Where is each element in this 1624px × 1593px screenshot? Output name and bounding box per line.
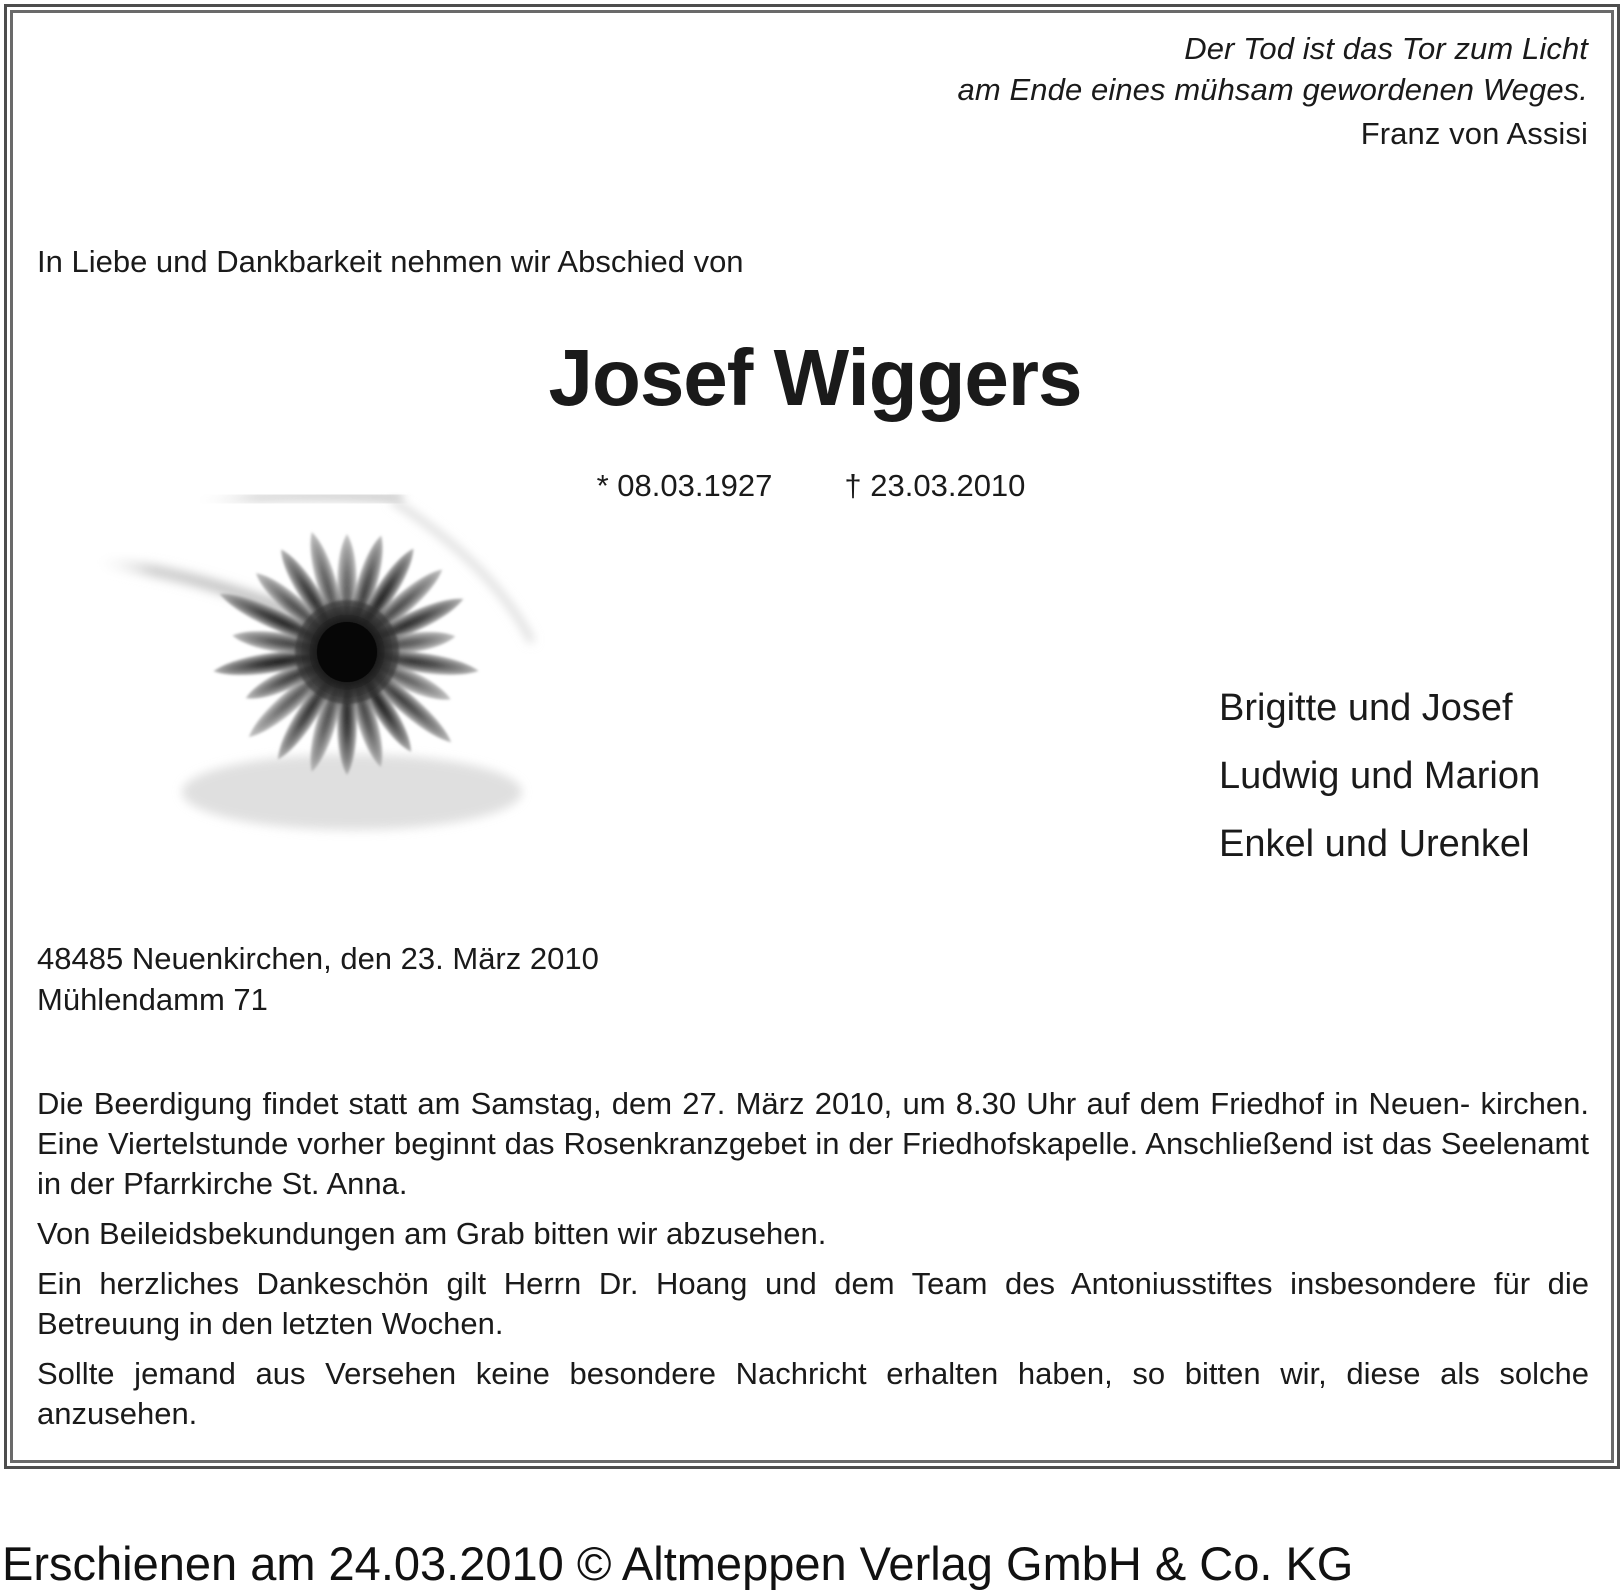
quote-author: Franz von Assisi	[1360, 116, 1588, 151]
funeral-paragraph: Die Beerdigung findet statt am Samstag, dem 27. März 2010, um 8.30 Uhr auf dem Friedhof in Neuen- kirchen. Eine Viertelstunde vorher beginnt das Rosenkranzgebet in der Friedhofskapelle. Anschließend ist das Seelenamt in der Pfarrkirche St. Anna.	[37, 1086, 1589, 1201]
birth-date: * 08.03.1927	[596, 468, 773, 503]
place-date: 48485 Neuenkirchen, den 23. März 2010	[37, 941, 599, 976]
family-list	[1219, 674, 1540, 878]
intro-text: In Liebe und Dankbarkeit nehmen wir Abschied von	[37, 244, 744, 279]
notice-body	[37, 1084, 1589, 1444]
quote-line-2: am Ende eines mühsam gewordenen Weges.	[957, 72, 1588, 107]
thanks-paragraph: Ein herzliches Dankeschön gilt Herrn Dr. Hoang und dem Team des Antoniusstiftes insbesondere für die Betreuung in den letzten Wochen.	[37, 1266, 1589, 1341]
death-date: † 23.03.2010	[844, 468, 1026, 503]
family-member: Brigitte und Josef	[1219, 687, 1513, 729]
publication-footer: Erschienen am 24.03.2010 © Altmeppen Verlag GmbH & Co. KG	[2, 1537, 1354, 1590]
family-member: Ludwig und Marion	[1219, 755, 1541, 797]
family-member: Enkel und Urenkel	[1219, 823, 1530, 865]
address-block	[37, 938, 599, 1020]
deceased-name: Josef Wiggers	[548, 333, 1082, 422]
condolence-paragraph: Von Beileidsbekundungen am Grab bitten wir abzusehen.	[37, 1216, 827, 1251]
quote-line-1: Der Tod ist das Tor zum Licht	[1184, 31, 1588, 66]
street: Mühlendamm 71	[37, 982, 268, 1017]
notification-paragraph: Sollte jemand aus Versehen keine besondere Nachricht erhalten haben, so bitten wir, diese als solche anzusehen.	[37, 1356, 1589, 1431]
flower-icon	[92, 492, 562, 842]
quote-block	[958, 28, 1588, 154]
